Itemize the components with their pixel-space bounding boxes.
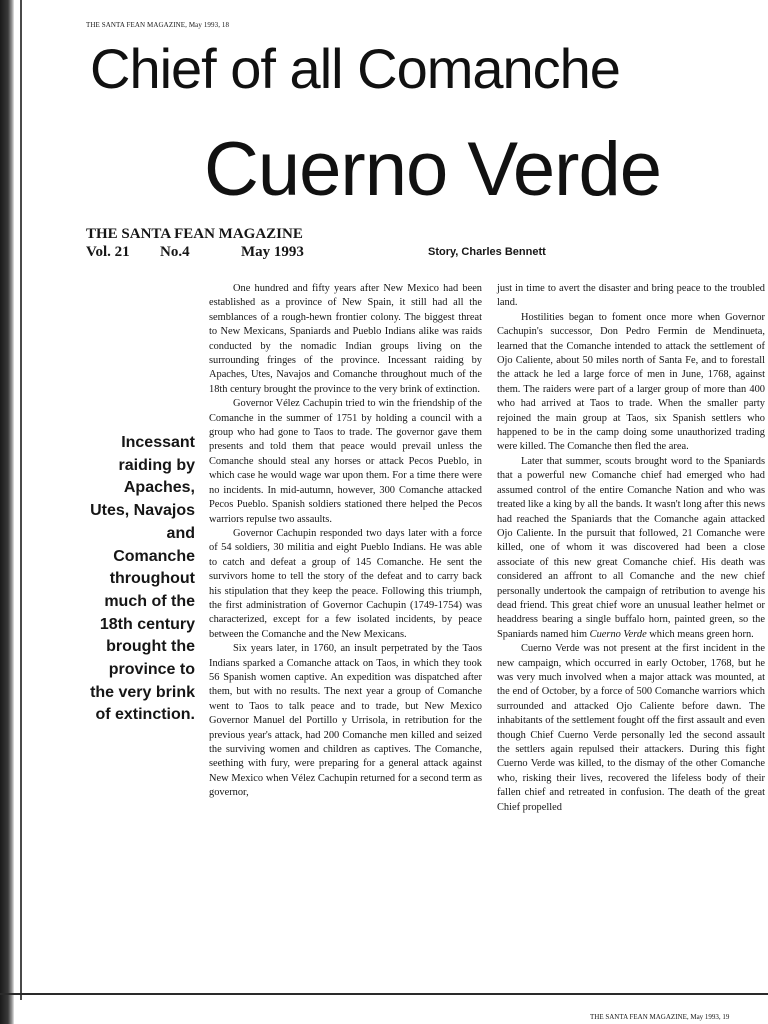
running-head-top: THE SANTA FEAN MAGAZINE, May 1993, 18 (86, 21, 230, 29)
pullquote-line: brought the (106, 638, 195, 656)
masthead-date: May 1993 (241, 244, 304, 260)
page-gutter-shadow (0, 0, 14, 1024)
pullquote-line: throughout (109, 570, 195, 588)
article-column-left (209, 282, 482, 801)
article-paragraph: Six years later, in 1760, an insult perpetrated by the Taos Indians sparked a Comanche attack on Taos, in which they took 56 Spanish women captive. An expedition was dispatched after them, but with no results. The next year a group of Comanche went to Taos to talk peace and to trade, but New Mexico Governor Manuel del Portillo y Urrisola, in retribution for the previous year's attack, had 200 Comanche men killed and seized the surviving women and children as captives. The Comanche, seething with fury, were preparing for a general attack against New Mexico when Vélez Cachupin returned for a second term as governor, (209, 643, 482, 799)
article-title-line1: Chief of all Comanche (90, 37, 620, 100)
masthead-name: THE SANTA FEAN MAGAZINE (86, 226, 303, 242)
pullquote-line: Apaches, (123, 479, 195, 497)
article-paragraph: One hundred and fifty years after New Mexico had been established as a province of New Spain, it still had all the semblances of a rough-hewn frontier colony. The biggest threat to New Mexicans, Spaniards and Pueblo Indians alike was raids conducted by the nomadic Indian groups living on the surrounding fringes of the province. Incessant raiding by Apaches, Utes, Navajos and Comanche throughout much of the 18th century brought the province to the very brink of extinction. (209, 283, 482, 395)
article-paragraph: Cuerno Verde was not present at the first incident in the new campaign, which occurred in early October, 1768, but he was very much involved when a major attack was mounted, at the end of October, by a force of 500 Comanche warriors which surrounded and attacked Ojo Caliente before dawn. The inhabitants of the settlement fought off the first assault and even though Chief Cuerno Verde personally led the second assault the settlers again repulsed their attackers. During this fight Cuerno Verde was killed, to the dismay of the other Comanche who, risking their lives, recovered the lifeless body of their fallen chief and retreated in confusion. The death of the great Chief propelled (497, 643, 765, 813)
pullquote-line: Comanche (113, 547, 195, 565)
article-paragraph (497, 455, 765, 642)
article-title-line2: Cuerno Verde (204, 127, 661, 212)
page-edge-rule (20, 0, 22, 1000)
article-column-right (497, 282, 765, 815)
article-paragraph: Governor Cachupin responded two days later with a force of 54 soldiers, 30 militia and eight Pueblo Indians. He was able to catch and defeat a group of 145 Comanche. He sent the survivors home to tell the story of the defeat and to carry back his stipulation that they keep the peace. Following this triumph, the first administration of Governor Cachupin (1749-1754) was characterized, except for a few isolated incidents, by peace between the Comanche and the New Mexicans. (209, 527, 482, 640)
article-paragraph: Governor Vélez Cachupin tried to win the friendship of the Comanche in the summer of 1751 by holding a council with a group who had gone to Taos to trade. The governor gave them presents and told them that peace would prevail unless the Comanche should steal any horses or attack Pecos Pueblo, in which case he would wage war upon them. For a time there were no incidents. In mid-autumn, however, 300 Comanche attacked Pecos Pueblo. Spanish soldiers stationed there helped the Pecos warriors repulse two assaults. (209, 398, 482, 525)
pullquote-line: and (166, 524, 195, 542)
pullquote-line: 18th century (99, 615, 195, 633)
running-head-bottom: THE SANTA FEAN MAGAZINE, May 1993, 19 (590, 1013, 730, 1021)
masthead-issue: No.4 (160, 244, 190, 260)
pullquote-line: much of the (104, 592, 195, 610)
pullquote-line: of extinction. (95, 706, 195, 724)
byline: Story, Charles Bennett (428, 246, 546, 258)
chief-name-meaning: which means green horn. (646, 628, 754, 640)
pullquote-line: Utes, Navajos (90, 502, 195, 520)
article-paragraph-continued: just in time to avert the disaster and bring peace to the troubled land. (497, 283, 765, 309)
pullquote-line: raiding by (118, 456, 195, 474)
page-bottom-rule (0, 993, 768, 995)
article-paragraph-text: Later that summer, scouts brought word to the Spaniards that a powerful new Comanche chief had emerged who had assumed control of the entire Comanche Nation and who was treated like a king by all the bands. It wasn't long after this news had reached the Spaniards that the Comanche again attacked Ojo Caliente. In the pursuit that followed, 21 Comanche were killed, one of whom it was discovered had been a close associate of this new great Comanche chief. His death was considered an affront to all Comanche and the new chief personally undertook the campaign of retribution to avenge his dead friend. This great chief wore an unusual leather helmet or headdress bearing a single buffalo horn, painted green, so the Spaniards named him (497, 455, 765, 640)
pullquote-line: Incessant (121, 434, 195, 451)
masthead-volume: Vol. 21 (86, 244, 130, 260)
pullquote (80, 432, 195, 727)
chief-name-italic: Cuerno Verde (589, 628, 647, 640)
article-paragraph: Hostilities began to foment once more when Governor Cachupin's successor, Don Pedro Fermin de Mendinueta, learned that the Comanche intended to attack the settlement of Ojo Caliente, about 50 miles north of Santa Fe, and to forestall the attack he led a large force of men in June, 1768, against them. The raiders were part of a larger group of more than 400 who had arrived at Taos to trade. When the smaller party rejoined the main group at Taos, six Spanish settlers who happened to be in the camp doing some unauthorized trading were killed. The Comanche then fled the area. (497, 311, 765, 453)
pullquote-line: the very brink (90, 683, 195, 701)
pullquote-line: province to (108, 661, 195, 679)
